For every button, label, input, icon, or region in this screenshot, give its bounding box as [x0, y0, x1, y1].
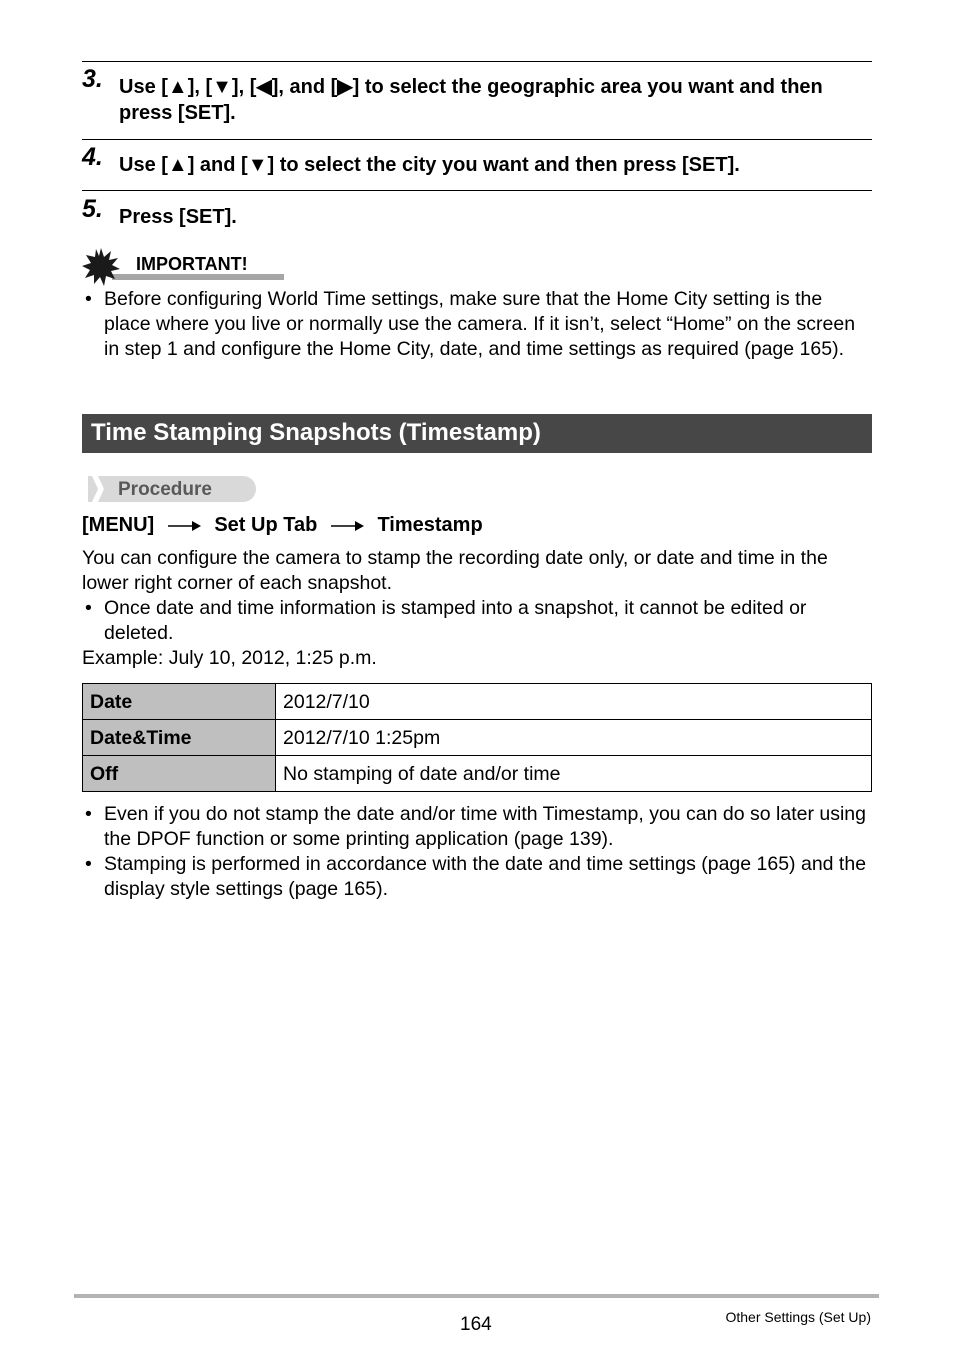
menu-path	[82, 512, 483, 538]
bullet-text: Even if you do not stamp the date and/or time with Timestamp, you can do so later using the DPOF function or some printing application (page 139).	[104, 803, 866, 850]
bullet-dot: •	[85, 853, 92, 875]
table-key: Off	[83, 756, 276, 792]
bullet-text: Stamping is performed in accordance with the date and time settings (page 165) and the display style settings (page 165).	[104, 853, 867, 900]
step-number: 3.	[82, 65, 103, 93]
table-key: Date&Time	[83, 720, 276, 756]
divider	[82, 190, 872, 191]
table-key: Date	[83, 684, 276, 720]
table-row	[83, 684, 872, 720]
procedure-label: Procedure	[118, 479, 212, 500]
bullet-dot: •	[85, 597, 92, 619]
menu-path-step: Set Up Tab	[214, 514, 318, 536]
timestamp-options-table	[82, 683, 872, 792]
important-underline	[112, 274, 284, 280]
table-row	[83, 756, 872, 792]
step-text: Press [SET].	[119, 206, 237, 228]
arrow-right-icon	[168, 519, 201, 533]
starburst-icon	[82, 248, 120, 286]
procedure-tab	[82, 476, 256, 502]
divider	[82, 61, 872, 62]
step-number: 4.	[82, 143, 103, 171]
arrow-right-icon	[331, 519, 364, 533]
menu-path-step: Timestamp	[377, 514, 483, 536]
table-value: 2012/7/10 1:25pm	[276, 720, 872, 756]
step-text: Use [▲] and [▼] to select the city you want and then press [SET].	[119, 154, 740, 176]
menu-path-step: [MENU]	[82, 514, 155, 536]
important-callout	[82, 248, 287, 284]
step-number: 5.	[82, 195, 103, 223]
bullet-dot: •	[85, 288, 92, 310]
bullet-text: Once date and time information is stamped into a snapshot, it cannot be edited or deleted.	[104, 597, 807, 644]
important-label: IMPORTANT!	[136, 254, 248, 274]
intro-paragraph: You can configure the camera to stamp the recording date only, or date and time in the lower right corner of each snapshot.	[82, 547, 828, 594]
section-header	[82, 414, 872, 453]
section-title: Time Stamping Snapshots (Timestamp)	[91, 419, 541, 446]
bullet-dot: •	[85, 803, 92, 825]
table-value: No stamping of date and/or time	[276, 756, 872, 792]
footer-divider	[74, 1294, 879, 1298]
table-value: 2012/7/10	[276, 684, 872, 720]
bullet-text: Before configuring World Time settings, make sure that the Home City setting is the place where you live or normally use the camera. If it isn’t, select “Home” on the screen in step 1 and configure the Home City, date, and time settings as required (page 165).	[104, 288, 856, 360]
chapter-label: Other Settings (Set Up)	[725, 1309, 871, 1325]
page-number: 164	[460, 1314, 492, 1335]
example-text: Example: July 10, 2012, 1:25 p.m.	[82, 647, 377, 669]
step-text: Use [▲], [▼], [◀], and [▶] to select the geographic area you want and then press [SET].	[119, 76, 823, 124]
divider	[82, 139, 872, 140]
table-row	[83, 720, 872, 756]
